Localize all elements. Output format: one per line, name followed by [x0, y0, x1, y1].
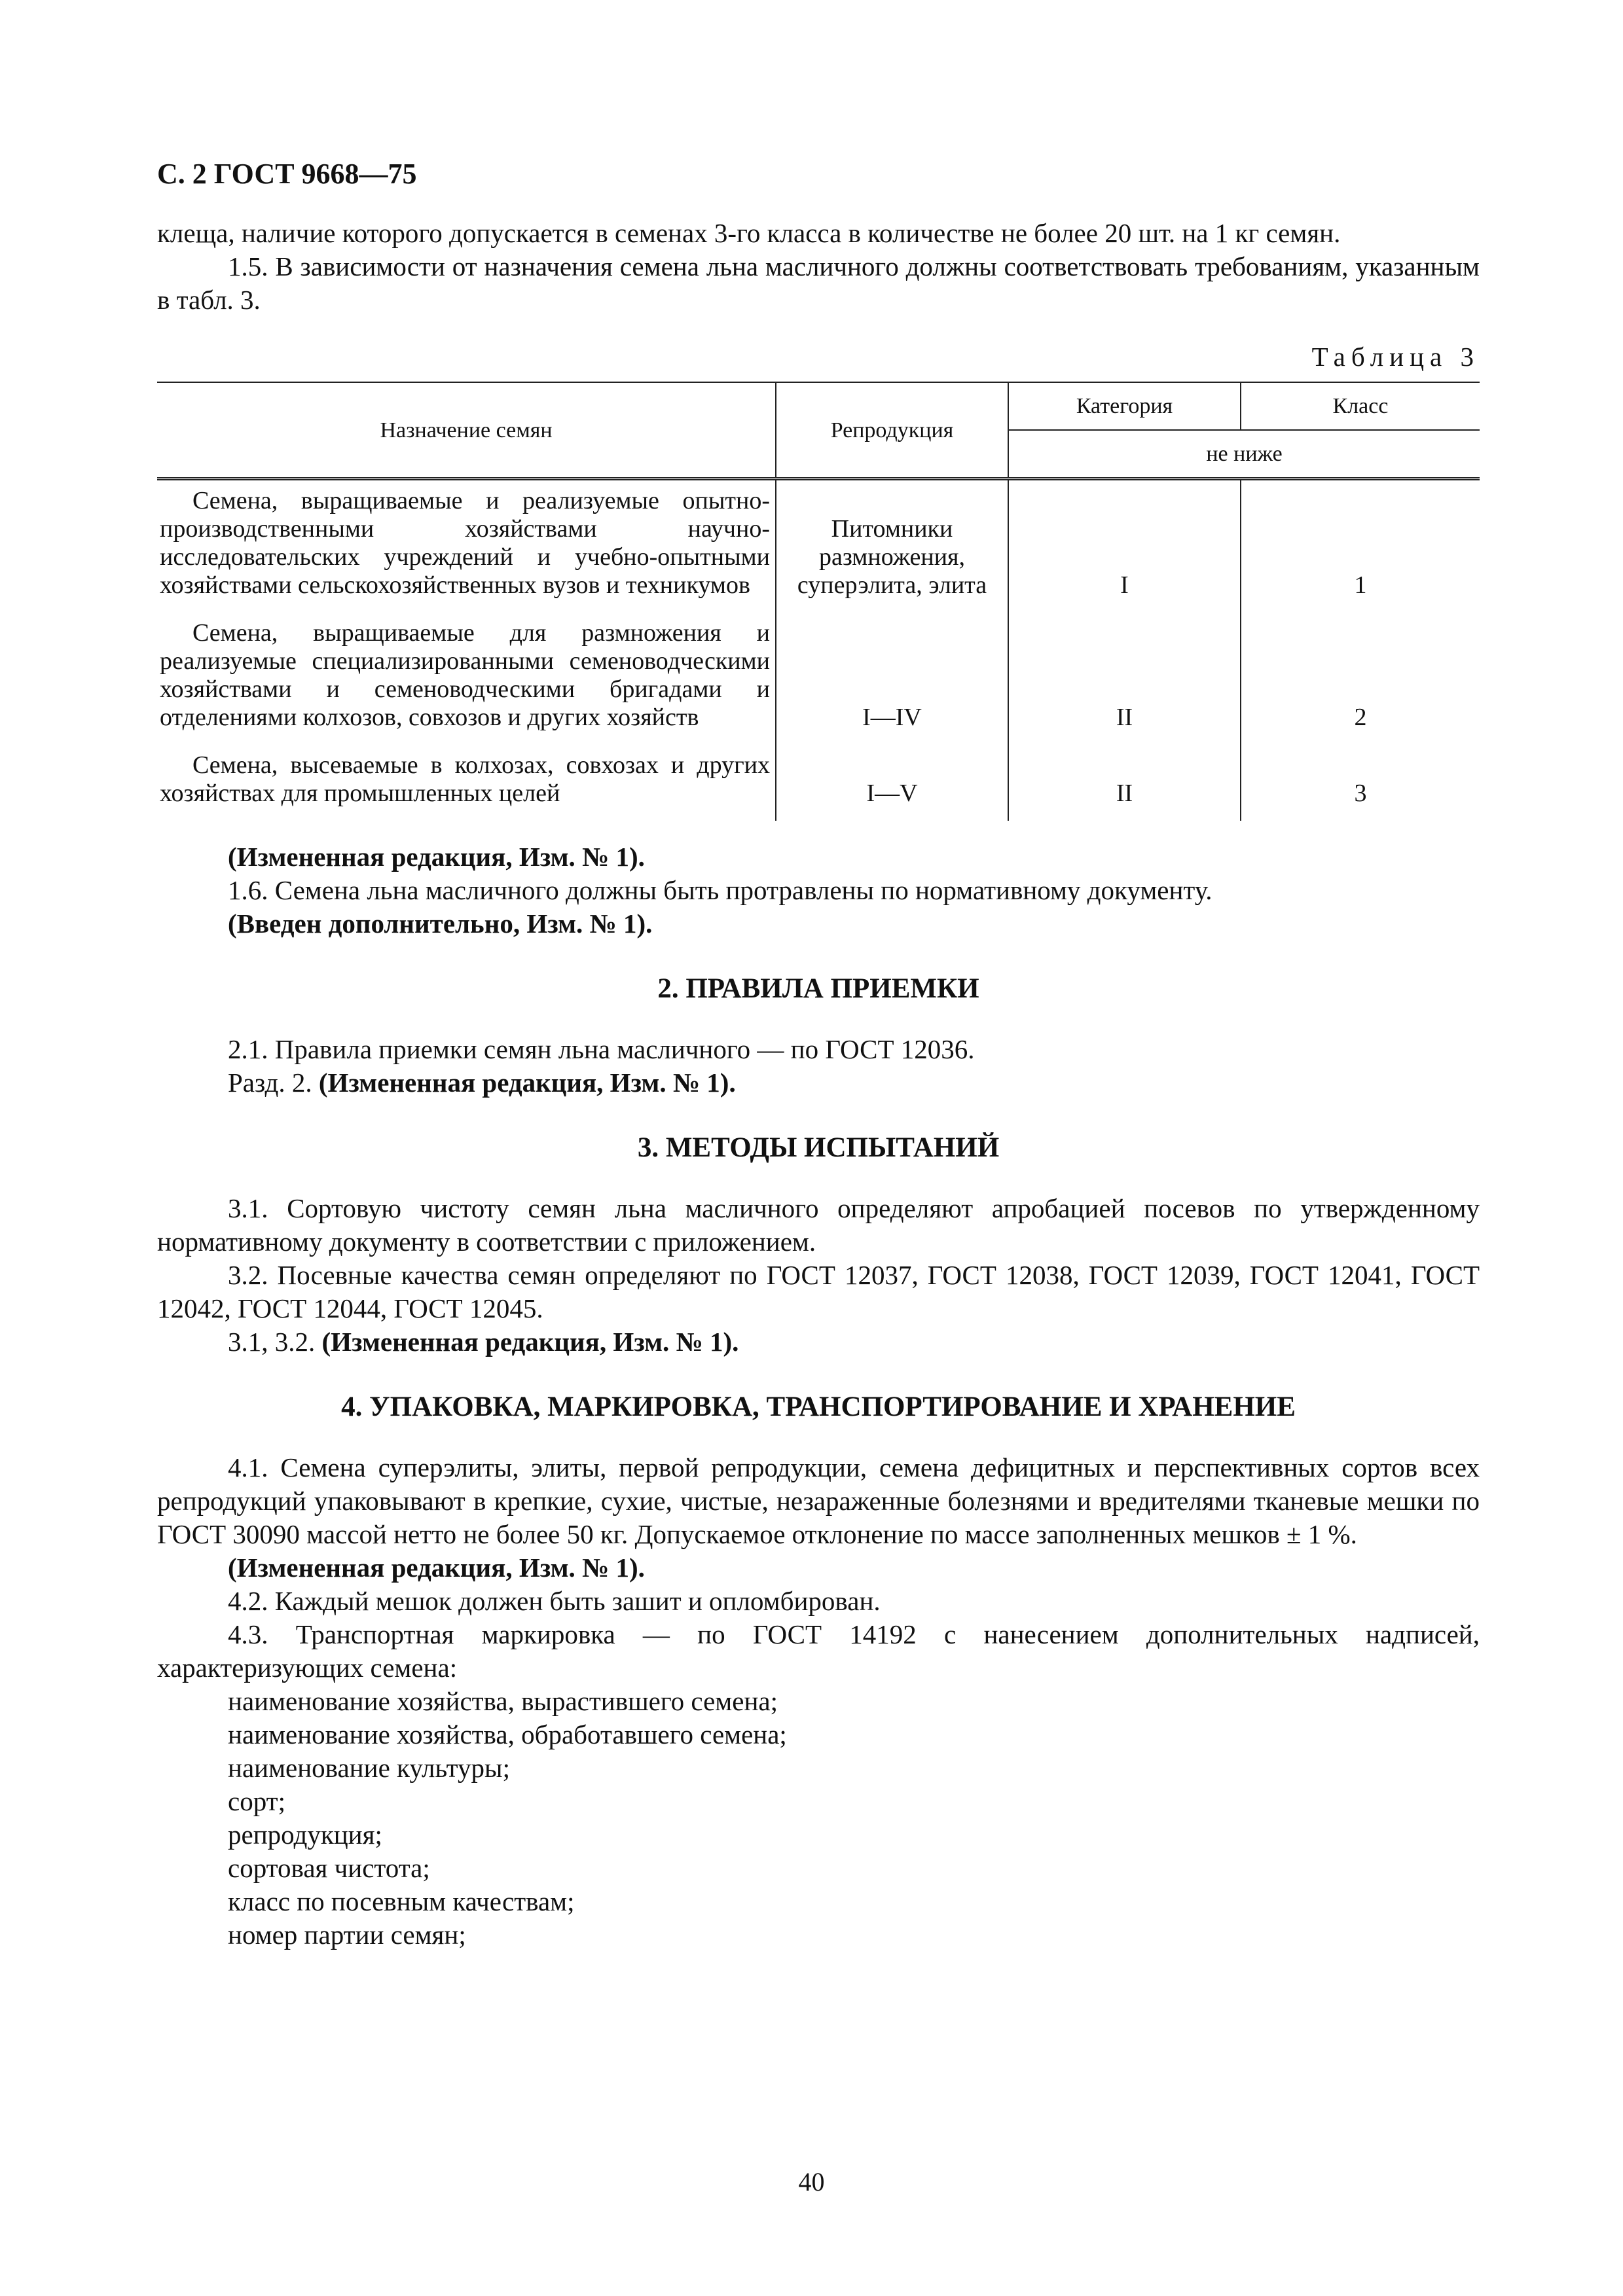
- clause-1-5: 1.5. В зависимости от назначения семена льна масличного должны соответствовать требованиям, указанным в табл. 3.: [157, 251, 1480, 315]
- cell-reproduction: Питомники размножения, суперэлита, элита: [776, 479, 1008, 613]
- amendment-note: Разд. 2. (Измененная редакция, Изм. № 1).: [228, 1067, 736, 1098]
- cell-class: 1: [1354, 571, 1367, 599]
- table-row: [157, 479, 1480, 613]
- cell-category: I: [1008, 479, 1241, 613]
- document-page: [157, 157, 1480, 1952]
- cell-category: II: [1008, 745, 1241, 821]
- marking-list: [157, 1685, 1480, 1952]
- cell-purpose: Семена, высеваемые в колхозах, совхозах и других хозяйствах для промышленных целей: [157, 745, 776, 821]
- cell-purpose: Семена, выращиваемые для размножения и реализуемые специализированными семеноводческими хозяйствами и семеноводческими бригадами и отделениями колхозов, совхозов и других хозяйств: [157, 613, 776, 745]
- clause-4-2: 4.2. Каждый мешок должен быть зашит и опломбирован.: [228, 1586, 881, 1616]
- col-header-not-lower: не ниже: [1008, 430, 1480, 479]
- table-row: [157, 613, 1480, 745]
- list-item: репродукция;: [228, 1820, 382, 1850]
- col-header-category: Категория: [1008, 382, 1241, 430]
- amendment-note: (Измененная редакция, Изм. № 1).: [228, 1552, 645, 1583]
- section-4-title: 4. УПАКОВКА, МАРКИРОВКА, ТРАНСПОРТИРОВАНИЕ И ХРАНЕНИЕ: [341, 1391, 1296, 1422]
- amendment-note: 3.1, 3.2. (Измененная редакция, Изм. № 1).: [228, 1327, 739, 1357]
- intro-paragraph: клеща, наличие которого допускается в семенах 3-го класса в количестве не более 20 шт. на 1 кг семян.: [157, 218, 1341, 248]
- clause-4-3: 4.3. Транспортная маркировка — по ГОСТ 14192 с нанесением дополнительных надписей, характеризующих семена:: [157, 1619, 1480, 1683]
- col-header-reproduction: Репродукция: [776, 382, 1008, 479]
- page-number: 40: [798, 2167, 825, 2197]
- clause-3-1: 3.1. Сортовую чистоту семян льна масличного определяют апробацией посевов по утвержденному нормативному документу в соответствии с приложением.: [157, 1193, 1480, 1257]
- clause-2-1: 2.1. Правила приемки семян льна масличного — по ГОСТ 12036.: [228, 1034, 975, 1064]
- list-item: наименование хозяйства, обработавшего семена;: [228, 1719, 787, 1749]
- cell-purpose: Семена, выращиваемые и реализуемые опытно-производственными хозяйствами научно-исследовательских учреждений и учебно-опытными хозяйствами сельскохозяйственных вузов и техникумов: [157, 479, 776, 613]
- cell-reproduction: I—IV: [776, 613, 1008, 745]
- col-header-purpose: Назначение семян: [157, 382, 776, 479]
- table-row: [157, 745, 1480, 821]
- page-header: С. 2 ГОСТ 9668—75: [157, 158, 417, 190]
- section-3-title: 3. МЕТОДЫ ИСПЫТАНИЙ: [637, 1132, 1000, 1163]
- clause-3-2: 3.2. Посевные качества семян определяют по ГОСТ 12037, ГОСТ 12038, ГОСТ 12039, ГОСТ 12041, ГОСТ 12042, ГОСТ 12044, ГОСТ 12045.: [157, 1260, 1480, 1323]
- cell-category: II: [1008, 613, 1241, 745]
- clause-1-6: 1.6. Семена льна масличного должны быть протравлены по нормативному документу.: [228, 875, 1213, 905]
- cell-class: 3: [1354, 780, 1367, 807]
- list-item: класс по посевным качествам;: [228, 1886, 575, 1916]
- amendment-note: (Введен дополнительно, Изм. № 1).: [228, 908, 653, 939]
- clause-4-1: 4.1. Семена суперэлиты, элиты, первой репродукции, семена дефицитных и перспективных сортов всех репродукций упаковывают в крепкие, сухие, чистые, незараженные болезнями и вредителями тканевые мешки по ГОСТ 30090 массой нетто не более 50 кг. Допускаемое отклонение по массе заполненных мешков ± 1 %.: [157, 1452, 1480, 1549]
- col-header-class: Класс: [1241, 382, 1480, 430]
- cell-class: 2: [1354, 704, 1367, 731]
- list-item: сорт;: [228, 1786, 285, 1816]
- cell-reproduction: I—V: [776, 745, 1008, 821]
- list-item: номер партии семян;: [228, 1920, 466, 1950]
- amendment-note: (Измененная редакция, Изм. № 1).: [228, 842, 645, 872]
- requirements-table: [157, 382, 1480, 821]
- list-item: сортовая чистота;: [228, 1853, 430, 1883]
- section-2-title: 2. ПРАВИЛА ПРИЕМКИ: [657, 973, 979, 1004]
- list-item: наименование хозяйства, вырастившего семена;: [228, 1686, 778, 1716]
- table-caption: Таблица 3: [1311, 342, 1480, 372]
- list-item: наименование культуры;: [228, 1753, 510, 1783]
